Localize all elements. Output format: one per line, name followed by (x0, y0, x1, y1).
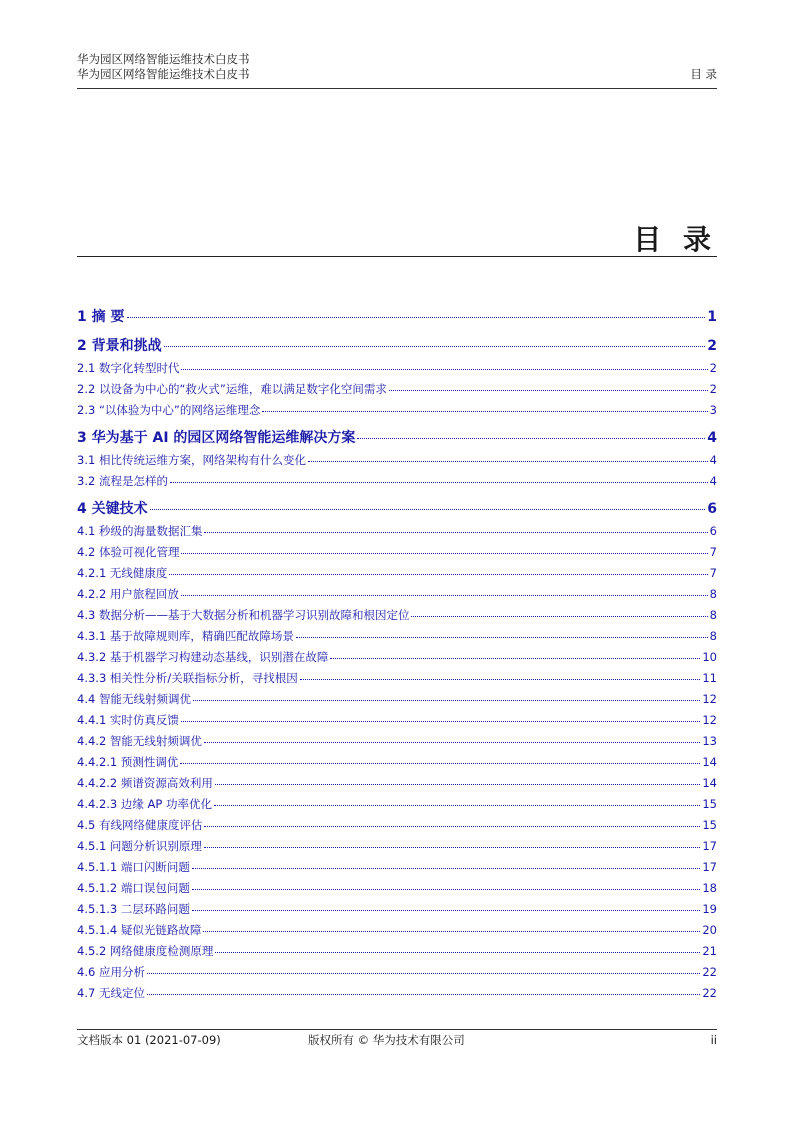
footer-rule (77, 1029, 717, 1030)
toc-dot-leader (411, 616, 707, 617)
toc-dot-leader (181, 595, 708, 596)
toc-entry-page: 13 (702, 734, 717, 748)
toc-entry-title: 2.2 以设备为中心的“救火式”运维，难以满足数字化空间需求 (77, 382, 387, 396)
toc-dot-leader (389, 390, 708, 391)
title-rule (77, 256, 717, 257)
toc-dot-leader (169, 574, 707, 575)
toc-entry-title: 4.5 有线网络健康度评估 (77, 818, 203, 832)
toc-entry-title: 4.3 数据分析——基于大数据分析和机器学习识别故障和根因定位 (77, 608, 410, 622)
toc-section-link[interactable] (77, 605, 717, 626)
toc-section-link[interactable] (77, 710, 717, 731)
toc-entry-title: 4.5.1.4 疑似光链路故障 (77, 923, 202, 937)
toc-entry-page: 15 (702, 797, 717, 811)
toc-chapter-link[interactable] (77, 306, 717, 329)
toc-entry-title: 3.2 流程是怎样的 (77, 474, 168, 488)
header-doc-title-2: 华为园区网络智能运维技术白皮书 (77, 67, 250, 81)
toc-entry-title: 4.3.1 基于故障规则库，精确匹配故障场景 (77, 629, 294, 643)
toc-section-link[interactable] (77, 731, 717, 752)
toc-entry-title: 4.1 秒级的海量数据汇集 (77, 524, 203, 538)
toc-entry-title: 4.7 无线定位 (77, 986, 145, 1000)
toc-entry-page: 8 (709, 629, 717, 643)
toc-entry-title: 4.2.1 无线健康度 (77, 566, 168, 580)
toc-section-link[interactable] (77, 450, 717, 471)
toc-entry-page: 3 (709, 403, 717, 417)
toc-section-link[interactable] (77, 962, 717, 983)
toc-dot-leader (164, 346, 706, 347)
toc-dot-leader (214, 805, 700, 806)
toc-dot-leader (181, 369, 707, 370)
toc-entry-title: 4.4.1 实时仿真反馈 (77, 713, 179, 727)
toc-section-link[interactable] (77, 983, 717, 1004)
toc-section-link[interactable] (77, 584, 717, 605)
document-version: 文档版本 01 (2021-07-09) (77, 1033, 221, 1047)
toc-section-link[interactable] (77, 471, 717, 492)
toc-entry-page: 2 (709, 361, 717, 375)
toc-entry-title: 2 背景和挑战 (77, 338, 162, 354)
toc-entry-title: 4.5.1.2 端口误包问题 (77, 881, 190, 895)
toc-entry-title: 3.1 相比传统运维方案，网络架构有什么变化 (77, 453, 306, 467)
toc-entry-page: 1 (707, 309, 717, 325)
toc-dot-leader (204, 847, 700, 848)
toc-dot-leader (204, 532, 707, 533)
toc-entry-page: 22 (702, 965, 717, 979)
toc-section-link[interactable] (77, 941, 717, 962)
toc-title: 目 录 (633, 223, 717, 256)
toc-section-link[interactable] (77, 521, 717, 542)
toc-dot-leader (193, 700, 700, 701)
toc-dot-leader (215, 952, 700, 953)
toc-entry-page: 14 (702, 776, 717, 790)
toc-section-link[interactable] (77, 920, 717, 941)
toc-dot-leader (215, 784, 700, 785)
toc-entry-title: 4.4.2.2 频谱资源高效利用 (77, 776, 213, 790)
toc-section-link[interactable] (77, 358, 717, 379)
toc-entry-page: 12 (702, 713, 717, 727)
toc-dot-leader (203, 931, 700, 932)
toc-dot-leader (296, 637, 708, 638)
header-section-name: 目 录 (690, 67, 717, 81)
toc-section-link[interactable] (77, 542, 717, 563)
toc-section-link[interactable] (77, 626, 717, 647)
toc-entry-title: 2.1 数字化转型时代 (77, 361, 180, 375)
toc-entry-title: 4.4.2.3 边缘 AP 功率优化 (77, 797, 213, 811)
toc-dot-leader (204, 742, 700, 743)
toc-dot-leader (204, 826, 700, 827)
toc-entry-page: 20 (702, 923, 717, 937)
toc-entry-page: 17 (702, 839, 717, 853)
toc-dot-leader (170, 482, 708, 483)
toc-section-link[interactable] (77, 878, 717, 899)
toc-section-link[interactable] (77, 794, 717, 815)
toc-entry-page: 8 (709, 608, 717, 622)
toc-entry-page: 6 (709, 524, 717, 538)
toc-dot-leader (150, 509, 706, 510)
toc-section-link[interactable] (77, 815, 717, 836)
toc-entry-page: 4 (707, 430, 717, 446)
toc-entry-page: 11 (702, 671, 717, 685)
toc-section-link[interactable] (77, 857, 717, 878)
toc-entry-page: 21 (702, 944, 717, 958)
toc-section-link[interactable] (77, 400, 717, 421)
toc-section-link[interactable] (77, 379, 717, 400)
toc-section-link[interactable] (77, 752, 717, 773)
toc-entry-title: 2.3 “以体验为中心”的网络运维理念 (77, 403, 261, 417)
toc-section-link[interactable] (77, 647, 717, 668)
copyright-notice: 版权所有 © 华为技术有限公司 (308, 1033, 465, 1047)
toc-dot-leader (181, 721, 700, 722)
toc-entry-page: 4 (709, 453, 717, 467)
toc-entry-title: 1 摘 要 (77, 309, 125, 325)
toc-dot-leader (180, 763, 700, 764)
table-of-contents (77, 306, 717, 1004)
toc-entry-page: 2 (709, 382, 717, 396)
toc-dot-leader (308, 461, 708, 462)
toc-dot-leader (192, 868, 700, 869)
toc-dot-leader (192, 889, 700, 890)
toc-entry-page: 7 (709, 566, 717, 580)
toc-entry-title: 4.2.2 用户旅程回放 (77, 587, 179, 601)
toc-entry-page: 14 (702, 755, 717, 769)
toc-entry-title: 4.4 智能无线射频调优 (77, 692, 191, 706)
toc-dot-leader (262, 411, 707, 412)
toc-section-link[interactable] (77, 836, 717, 857)
page-header (77, 52, 717, 82)
toc-entry-title: 4.5.2 网络健康度检测原理 (77, 944, 214, 958)
toc-entry-page: 2 (707, 338, 717, 354)
toc-entry-page: 22 (702, 986, 717, 1000)
toc-entry-title: 4 关键技术 (77, 501, 148, 517)
toc-entry-page: 17 (702, 860, 717, 874)
toc-entry-title: 4.5.1 问题分析识别原理 (77, 839, 202, 853)
toc-section-link[interactable] (77, 689, 717, 710)
toc-entry-title: 4.4.2.1 预测性调优 (77, 755, 179, 769)
toc-dot-leader (147, 973, 700, 974)
toc-section-link[interactable] (77, 563, 717, 584)
toc-entry-title: 4.3.2 基于机器学习构建动态基线，识别潜在故障 (77, 650, 329, 664)
header-rule (77, 88, 717, 89)
toc-entry-page: 7 (709, 545, 717, 559)
toc-entry-page: 6 (707, 501, 717, 517)
toc-entry-title: 3 华为基于 AI 的园区网络智能运维解决方案 (77, 430, 356, 446)
toc-entry-title: 4.2 体验可视化管理 (77, 545, 180, 559)
toc-chapter-link[interactable] (77, 335, 717, 358)
toc-entry-title: 4.6 应用分析 (77, 965, 145, 979)
toc-entry-title: 4.3.3 相关性分析/关联指标分析，寻找根因 (77, 671, 298, 685)
toc-dot-leader (181, 553, 707, 554)
toc-section-link[interactable] (77, 773, 717, 794)
toc-entry-page: 8 (709, 587, 717, 601)
toc-entry-page: 19 (702, 902, 717, 916)
toc-entry-title: 4.4.2 智能无线射频调优 (77, 734, 202, 748)
toc-chapter-link[interactable] (77, 427, 717, 450)
toc-entry-page: 18 (702, 881, 717, 895)
toc-dot-leader (127, 317, 706, 318)
toc-dot-leader (192, 910, 700, 911)
toc-entry-page: 4 (709, 474, 717, 488)
header-doc-title: 华为园区网络智能运维技术白皮书 (77, 52, 250, 66)
toc-dot-leader (300, 679, 701, 680)
toc-section-link[interactable] (77, 668, 717, 689)
toc-entry-title: 4.5.1.1 端口闪断问题 (77, 860, 190, 874)
page-number: ii (710, 1033, 717, 1047)
toc-entry-page: 15 (702, 818, 717, 832)
toc-dot-leader (357, 438, 705, 439)
toc-chapter-link[interactable] (77, 498, 717, 521)
toc-dot-leader (147, 994, 700, 995)
toc-section-link[interactable] (77, 899, 717, 920)
toc-dot-leader (330, 658, 700, 659)
toc-entry-page: 10 (702, 650, 717, 664)
toc-entry-title: 4.5.1.3 二层环路问题 (77, 902, 190, 916)
toc-entry-page: 12 (702, 692, 717, 706)
